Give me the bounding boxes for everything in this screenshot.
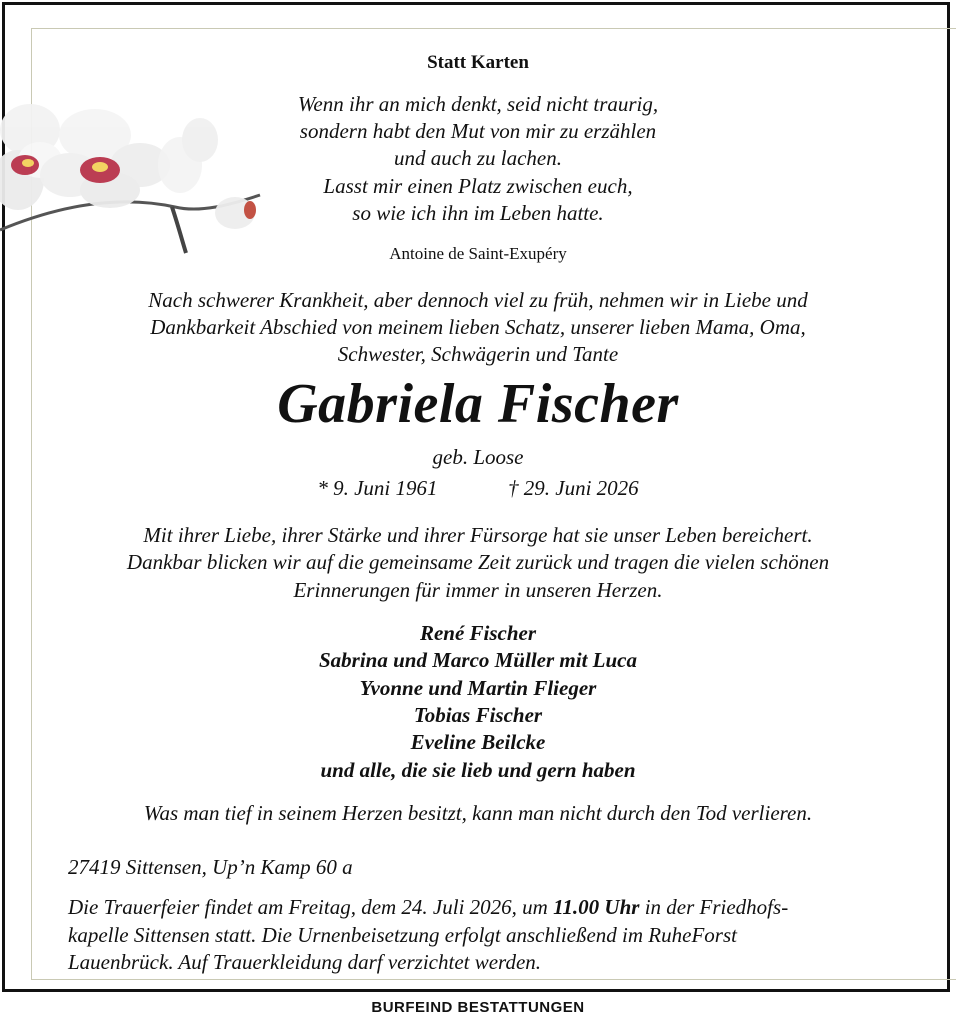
maiden-name: geb. Loose: [432, 445, 524, 469]
header-title: Statt Karten: [427, 52, 529, 73]
mourner: Eveline Beilcke: [410, 730, 546, 754]
intro-line: Dankbarkeit Abschied von meinem lieben Schatz, unserer lieben Mama, Oma,: [150, 315, 806, 339]
intro-line: Schwester, Schwägerin und Tante: [337, 342, 619, 366]
service-time: 11.00 Uhr: [553, 895, 640, 919]
service-line: kapelle Sittensen statt. Die Urnenbeisetzung erfolgt anschließend im RuheForst: [68, 923, 737, 947]
tribute-line: Mit ihrer Liebe, ihrer Stärke und ihrer Fürsorge hat sie unser Leben bereichert.: [143, 523, 813, 547]
mourner: Tobias Fischer: [413, 703, 543, 727]
footer-brand: BURFEIND BESTATTUNGEN: [371, 999, 585, 1016]
service-line: [68, 895, 928, 920]
closing-quote: Was man tief in seinem Herzen besitzt, kann man nicht durch den Tod verlieren.: [143, 801, 813, 825]
death-date: † 29. Juni 2026: [508, 476, 639, 500]
mourner: Yvonne und Martin Flieger: [359, 676, 597, 700]
intro-line: Nach schwerer Krankheit, aber dennoch viel zu früh, nehmen wir in Liebe und: [148, 288, 808, 312]
tribute-line: Erinnerungen für immer in unseren Herzen.: [293, 578, 663, 602]
life-dates: [0, 476, 956, 501]
birth-date: * 9. Juni 1961: [317, 476, 438, 500]
poem-line: so wie ich ihn im Leben hatte.: [352, 201, 604, 225]
poem-line: sondern habt den Mut von mir zu erzählen: [299, 119, 657, 143]
service-text: Die Trauerfeier findet am Freitag, dem 24. Juli 2026, um: [68, 895, 554, 919]
poem-author: Antoine de Saint-Exupéry: [389, 244, 567, 263]
mourner: und alle, die sie lieb und gern haben: [320, 758, 636, 782]
mourner: Sabrina und Marco Müller mit Luca: [319, 648, 637, 672]
service-line: Lauenbrück. Auf Trauerkleidung darf verzichtet werden.: [68, 950, 542, 974]
deceased-name: Gabriela Fischer: [277, 373, 679, 435]
poem-line: und auch zu lachen.: [394, 146, 562, 170]
address: 27419 Sittensen, Up’n Kamp 60 a: [68, 855, 353, 879]
mourner: René Fischer: [419, 621, 537, 645]
tribute-line: Dankbar blicken wir auf die gemeinsame Zeit zurück und tragen die vielen schönen: [126, 550, 830, 574]
poem-line: Lasst mir einen Platz zwischen euch,: [323, 174, 633, 198]
poem-line: Wenn ihr an mich denkt, seid nicht traurig,: [297, 92, 659, 116]
service-text: in der Friedhofs-: [639, 895, 789, 919]
